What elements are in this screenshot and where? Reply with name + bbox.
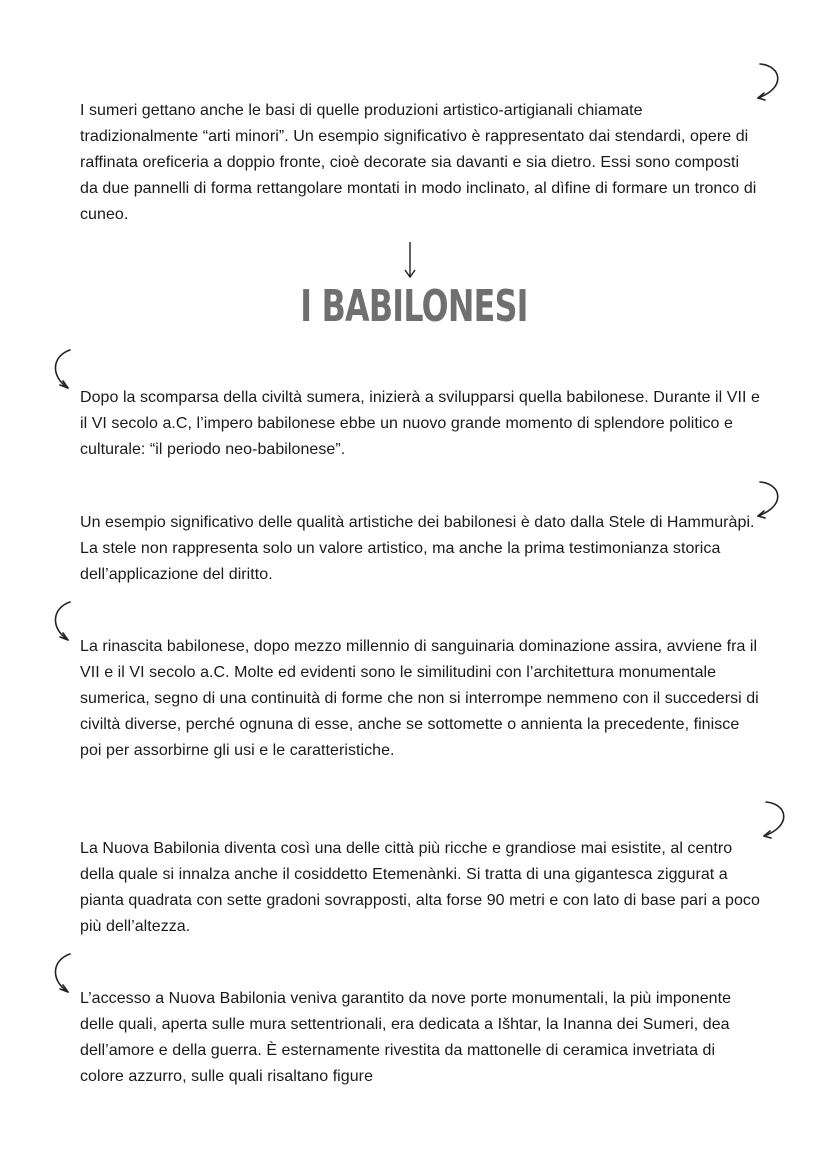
arrow-down-icon <box>402 240 418 284</box>
intro-paragraph: I sumeri gettano anche le basi di quelle produzioni artistico-artigianali chiamate tradizionalmente “arti minori”. Un esempio significativo è rappresentato dai stendardi, opere di raffinata oreficeria a doppio fronte, cioè decorate sia davanti e sia dietro. Essi sono composti da due pannelli di forma rettangolare montati in modo inclinato, al dìfine di formare un tronco di cuneo. <box>80 102 757 223</box>
paragraph-porta-ishtar: L’accesso a Nuova Babilonia veniva garantito da nove porte monumentali, la più imponente delle quali, aperta sulle mura settentrionali, era dedicata a Išhtar, la Inanna dei Sumeri, dea dell’amore e della guerra. È esternamente rivestita da mattonelle di ceramica invetriata di colore azzurro, sulle quali risaltano figure <box>80 990 732 1085</box>
section-title: I BABILONESI <box>300 281 528 332</box>
paragraph-babilonesi-intro: Dopo la scomparsa della civiltà sumera, inizierà a svilupparsi quella babilonese. Durante il VII e il VI secolo a.C, l’impero babilonese ebbe un nuovo grande momento di splendore politico e culturale: “il periodo neo-babilonese”. <box>80 389 760 458</box>
paragraph-nuova-babilonia: La Nuova Babilonia diventa così una delle città più ricche e grandiose mai esistite, al centro della quale si innalza anche il cosiddetto Etemenànki. Si tratta di una gigantesca ziggurat a pianta quadrata con sette gradoni sovrapposti, alta forse 90 metri e con lato di base pari a poco più dell’altezza. <box>80 840 760 935</box>
paragraph-rinascita: La rinascita babilonese, dopo mezzo millennio di sanguinaria dominazione assira, avviene fra il VII e il VI secolo a.C. Molte ed evidenti sono le similitudini con l’architettura monumentale sumerica, segno di una continuità di forme che non si interrompe nemmeno con il succedersi di civiltà diverse, perché ognuna di esse, anche se sottomette o annienta la precedente, finisce poi per assorbirne gli usi e le caratteristiche. <box>80 638 759 759</box>
curved-arrow-right-icon <box>752 60 792 110</box>
curved-arrow-right-icon <box>758 798 798 848</box>
paragraph-stele: Un esempio significativo delle qualità artistiche dei babilonesi è dato dalla Stele di Hammuràpi. La stele non rappresenta solo un valore artistico, ma anche la prima testimonianza storica dell’applicazione del diritto. <box>80 514 755 583</box>
